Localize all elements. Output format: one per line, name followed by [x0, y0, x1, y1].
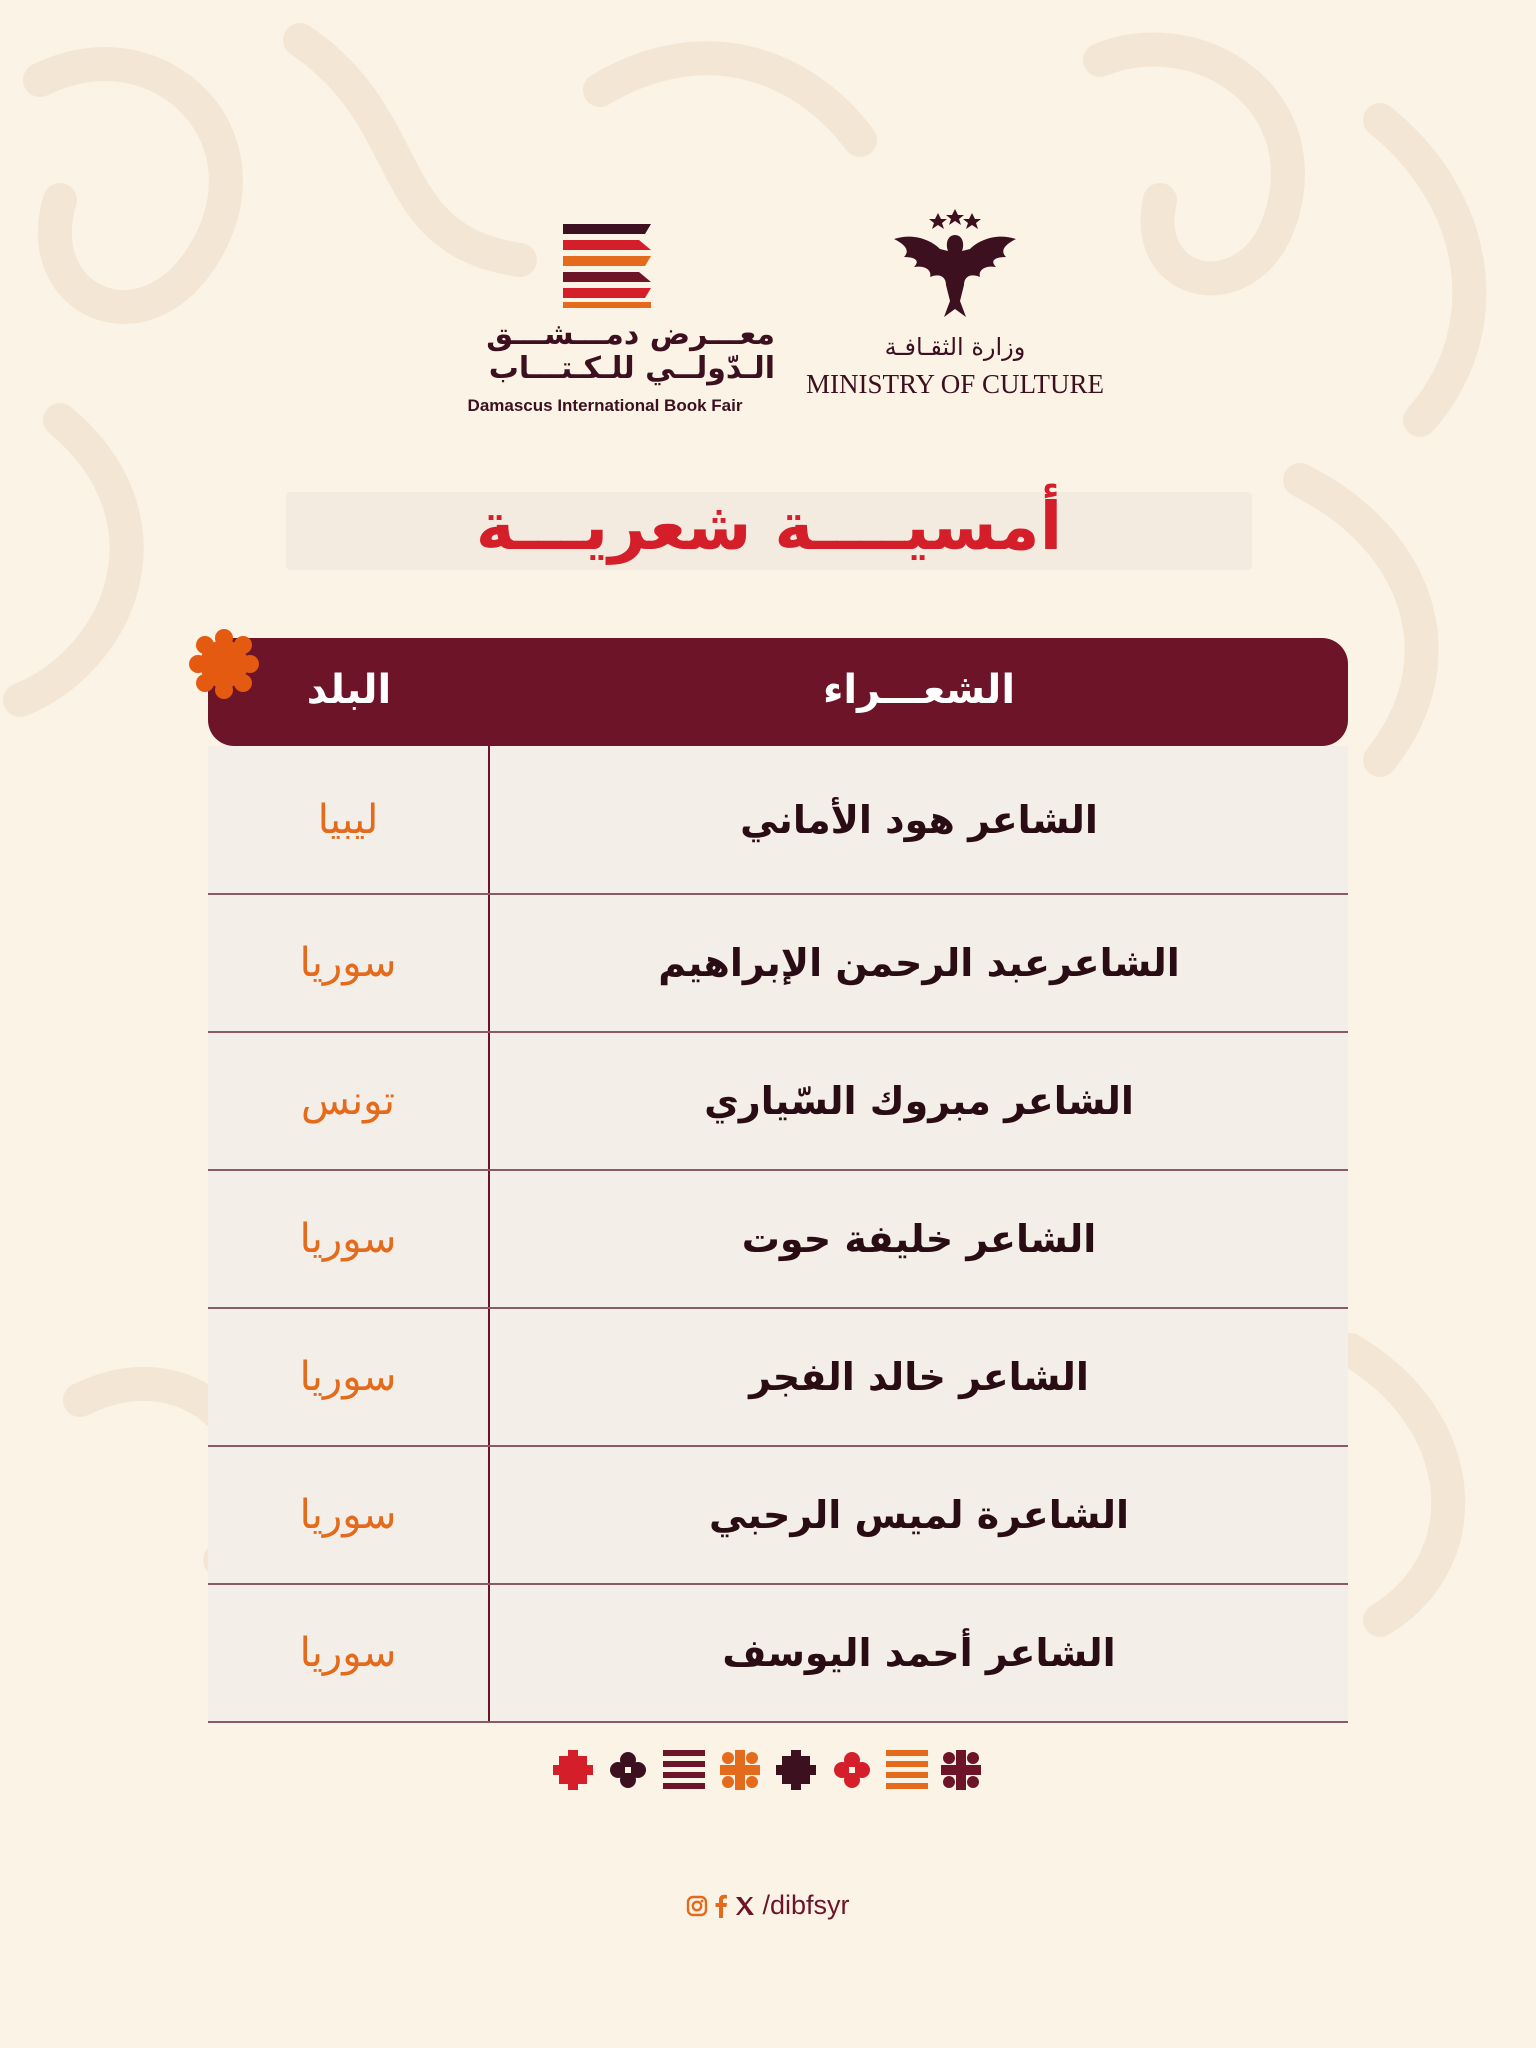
table-body [208, 746, 1348, 1723]
poet-country: ليبيا [317, 796, 379, 843]
poet-name: الشاعر خالد الفجر [749, 1355, 1089, 1399]
book-fair-logo [435, 220, 775, 415]
motif-orange-stripes-icon [886, 1750, 928, 1789]
header-country: البلد [306, 667, 392, 713]
table-row [208, 746, 1348, 895]
motif-maroon-flower-icon [941, 1750, 981, 1790]
motif-red-cross-icon [553, 1750, 593, 1790]
poet-name: الشاعر مبروك السّياري [704, 1079, 1134, 1123]
decorative-motif-strip [548, 1745, 988, 1795]
motif-maroon-clover-icon [610, 1752, 646, 1788]
book-fair-emblem-icon [559, 222, 653, 310]
eagle-emblem-icon [890, 205, 1020, 325]
table-row [208, 895, 1348, 1033]
instagram-icon[interactable] [686, 1895, 708, 1917]
poet-country: سوريا [299, 1216, 397, 1262]
table-row [208, 1447, 1348, 1585]
ministry-arabic-name: وزارة الثقـافـة [884, 333, 1026, 361]
poet-country: سوريا [299, 1354, 397, 1400]
poet-country: سوريا [299, 1630, 397, 1676]
ministry-english-name: MINISTRY OF CULTURE [805, 369, 1105, 399]
book-fair-arabic-line2: الـدّولــي للـكـتـــاب [488, 351, 775, 386]
social-links[interactable] [686, 1890, 849, 1921]
table-header [208, 638, 1348, 746]
table-row [208, 1033, 1348, 1171]
header-poets: الشعـــراء [822, 667, 1016, 713]
poet-name: الشاعر أحمد اليوسف [722, 1631, 1116, 1675]
facebook-icon[interactable] [714, 1894, 728, 1918]
motif-maroon-stripes-icon [663, 1750, 705, 1789]
poet-name: الشاعرة لميس الرحبي [709, 1493, 1129, 1537]
motif-orange-flower-icon [720, 1750, 760, 1790]
book-fair-arabic-line1: معـــرض دمـــشـــق [486, 317, 775, 352]
poets-table [208, 638, 1348, 1723]
motif-dark-cross-icon [776, 1750, 816, 1790]
poet-country: سوريا [299, 940, 397, 986]
x-icon[interactable] [734, 1895, 756, 1917]
poet-name: الشاعر خليفة حوت [741, 1217, 1097, 1261]
motif-red-clover-icon [834, 1752, 870, 1788]
table-row [208, 1309, 1348, 1447]
poet-country: سوريا [299, 1492, 397, 1538]
poet-name: الشاعرعبد الرحمن الإبراهيم [658, 941, 1180, 985]
poet-name: الشاعر هود الأماني [740, 797, 1098, 842]
ministry-logo [805, 205, 1105, 405]
logo-row [0, 200, 1536, 420]
social-footer [0, 1890, 1536, 1921]
social-handle: /dibfsyr [762, 1890, 850, 1920]
table-row [208, 1171, 1348, 1309]
book-fair-english-name: Damascus International Book Fair [467, 396, 743, 415]
table-row [208, 1585, 1348, 1723]
poet-country: تونس [301, 1078, 395, 1124]
page-title: أمسيــــة شعريـــة [475, 488, 1063, 565]
